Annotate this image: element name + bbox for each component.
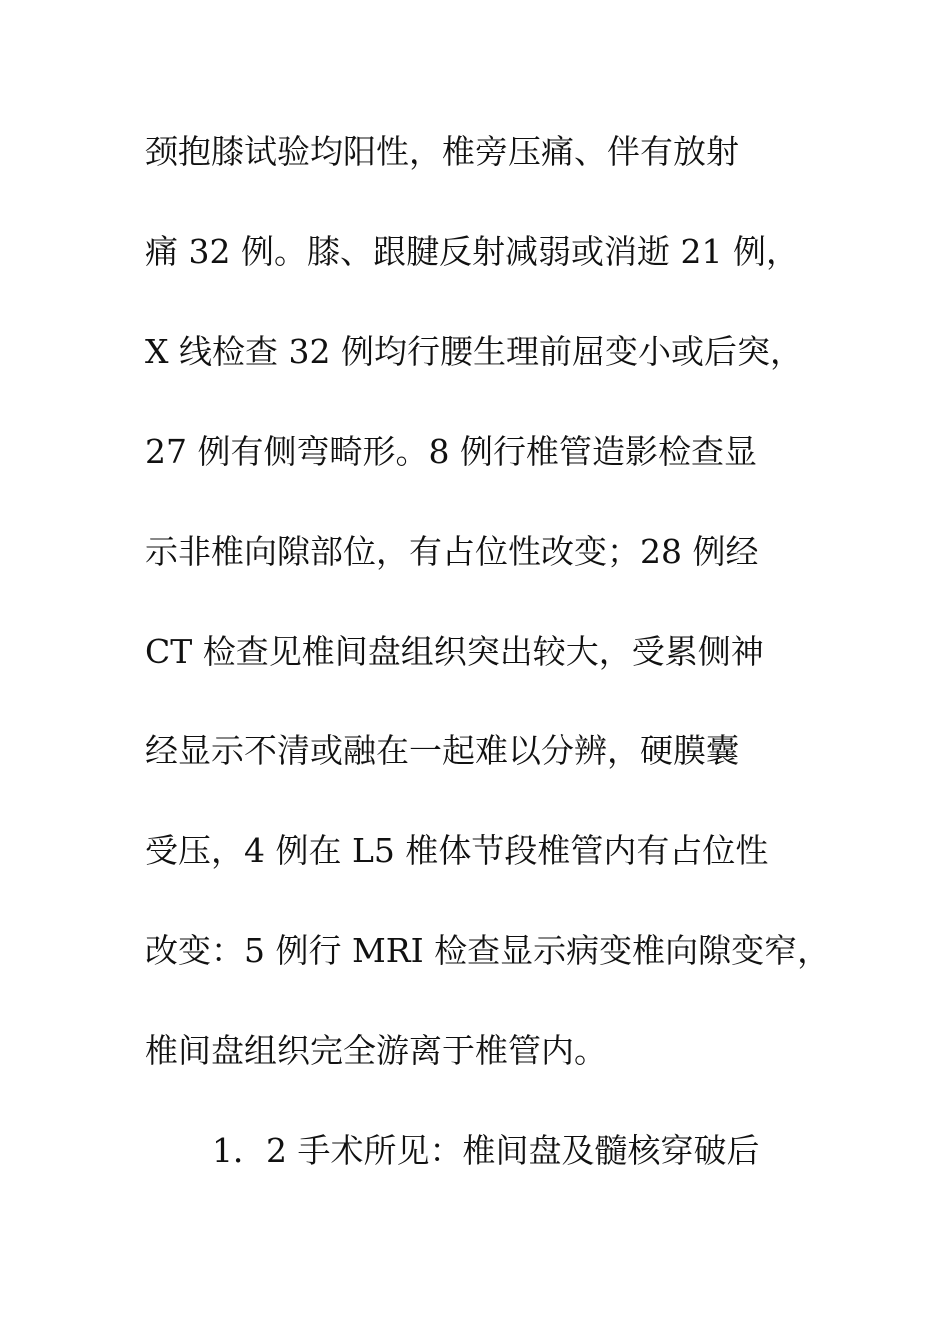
text-line-4: 27 例有侧弯畸形。8 例行椎管造影检查显 — [145, 432, 757, 471]
text-line-3: X 线检查 32 例均行腰生理前屈变小或后突， — [145, 332, 803, 371]
text-line-5: 示非椎向隙部位，有占位性改变；28 例经 — [145, 532, 759, 571]
text-line-2: 痛 32 例。膝、跟腱反射减弱或消逝 21 例， — [145, 232, 799, 271]
text-line-10: 椎间盘组织完全游离于椎管内。 — [145, 1031, 607, 1070]
text-line-9: 改变：5 例行 MRI 检查显示病变椎向隙变窄， — [145, 931, 831, 970]
text-line-8: 受压，4 例在 L5 椎体节段椎管内有占位性 — [145, 831, 769, 870]
text-line-6: CT 检查见椎间盘组织突出较大，受累侧神 — [145, 632, 764, 671]
text-line-1: 颈抱膝试验均阳性，椎旁压痛、伴有放射 — [145, 132, 739, 171]
section-heading-1-2: 1．2 手术所见：椎间盘及髓核穿破后 — [212, 1131, 760, 1170]
text-line-7: 经显示不清或融在一起难以分辨，硬膜囊 — [145, 731, 739, 770]
